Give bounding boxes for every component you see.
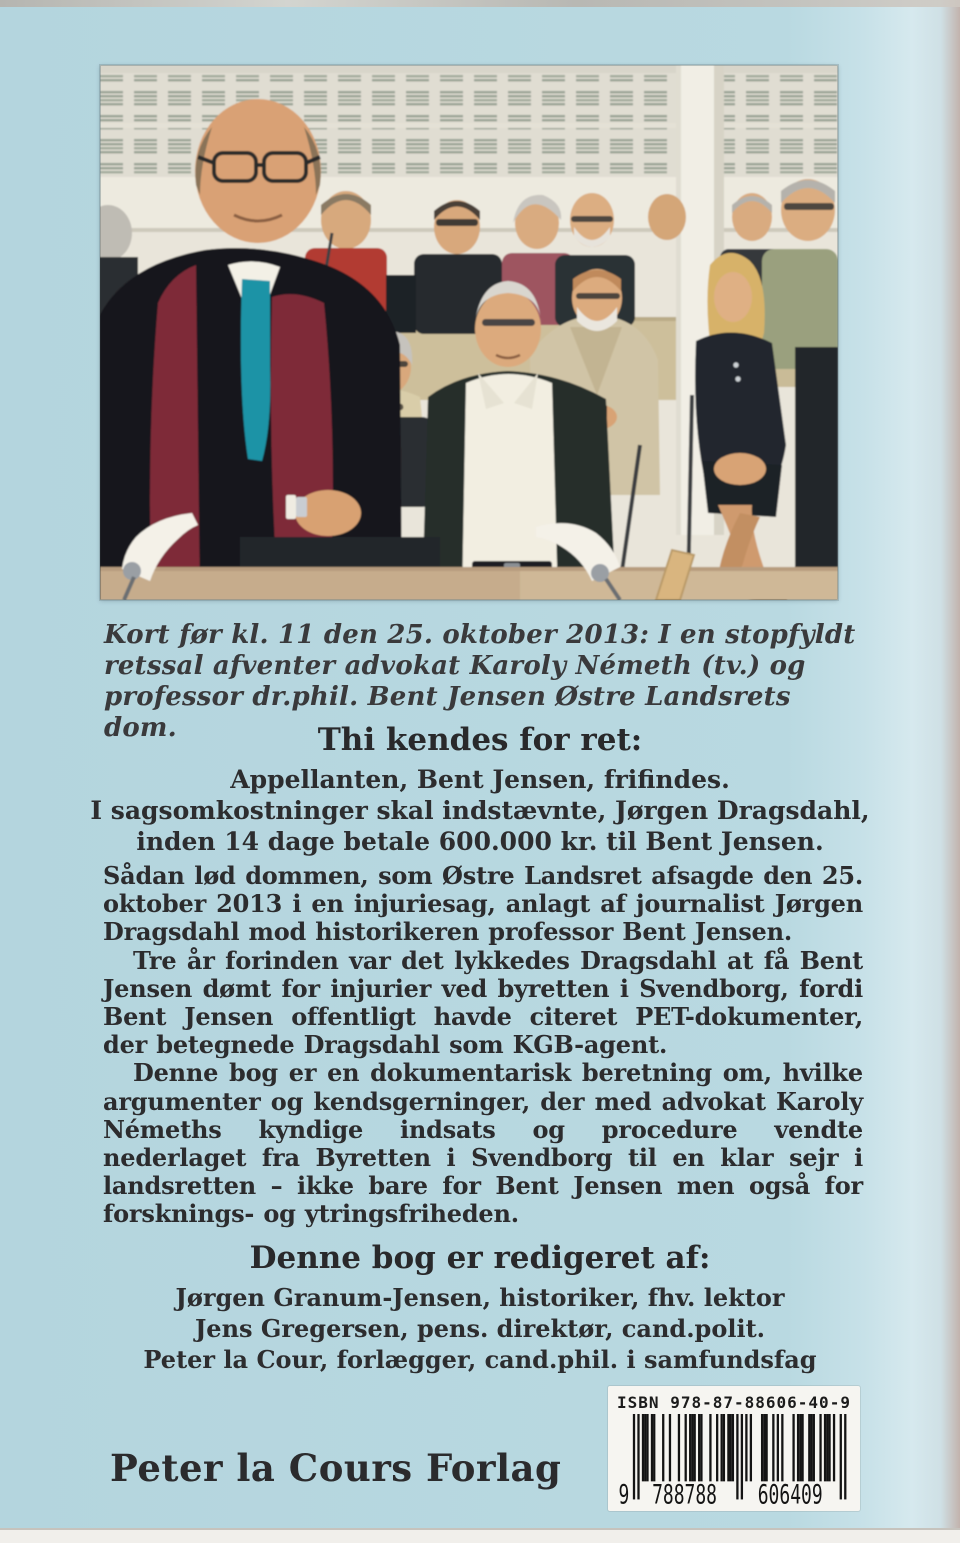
photo-caption: Kort før kl. 11 den 25. oktober 2013: I en stopfyldt retssal afventer advokat Karoly Németh (tv.) og professor dr.phil. Bent Jensen Østre Landsrets dom. [104, 620, 856, 743]
verdict-heading: Thi kendes for ret: [317, 722, 643, 758]
blurb-paragraph: Denne bog er en dokumentarisk beretning om, hvilke argumenter og kendsgerninger, der med advokat Karoly Némeths kyndige indsats og procedure vendte nederlaget fra Byretten i Svendborg til en klar sejr i landsretten – ikke bare for Bent Jensen men også for forsknings- og ytringsfriheden. [103, 1058, 863, 1229]
editors-heading: Denne bog er redigeret af: [249, 1240, 711, 1276]
courtroom-photo-illustration [100, 65, 838, 600]
verdict-section [60, 722, 900, 857]
editor-name: Jørgen Granum-Jensen, historiker, fhv. lektor [175, 1283, 785, 1312]
blurb-section [103, 862, 863, 1229]
verdict-line: I sagsomkostninger skal indstævnte, Jørgen Dragsdahl, [90, 796, 870, 825]
editor-name: Jens Gregersen, pens. direktør, cand.polit. [194, 1314, 766, 1343]
barcode-digits-group2: 606409 [757, 1480, 823, 1506]
blurb-paragraph: Tre år forinden var det lykkedes Dragsdahl at få Bent Jensen dømt for injurier ved byretten i Svendborg, fordi Bent Jensen offentligt havde citeret PET-dokumenter, der betegnede Dragsdahl som KGB-agent. [103, 945, 863, 1060]
scan-edge-top [0, 0, 960, 7]
verdict-line: Appellanten, Bent Jensen, frifindes. [230, 765, 730, 794]
editors-section [60, 1240, 900, 1375]
publisher-name: Peter la Cours Forlag [110, 1446, 562, 1490]
courtroom-photo [100, 65, 838, 600]
editor-name: Peter la Cour, forlægger, cand.phil. i samfundsfag [143, 1345, 817, 1374]
isbn-number: ISBN 978-87-88606-40-9 [617, 1393, 851, 1412]
barcode-digits-group1: 788788 [652, 1480, 718, 1506]
barcode-digit-left: 9 [618, 1480, 630, 1506]
verdict-line: inden 14 dage betale 600.000 kr. til Bent Jensen. [136, 827, 824, 856]
scan-edge-bottom [0, 1528, 960, 1543]
ean13-barcode [616, 1414, 852, 1506]
blurb-paragraph: Sådan lød dommen, som Østre Landsret afsagde den 25. oktober 2013 i en injuriesag, anlagt af journalist Jørgen Dragsdahl mod historikeren professor Bent Jensen. [103, 861, 863, 947]
isbn-barcode-label [608, 1386, 860, 1511]
